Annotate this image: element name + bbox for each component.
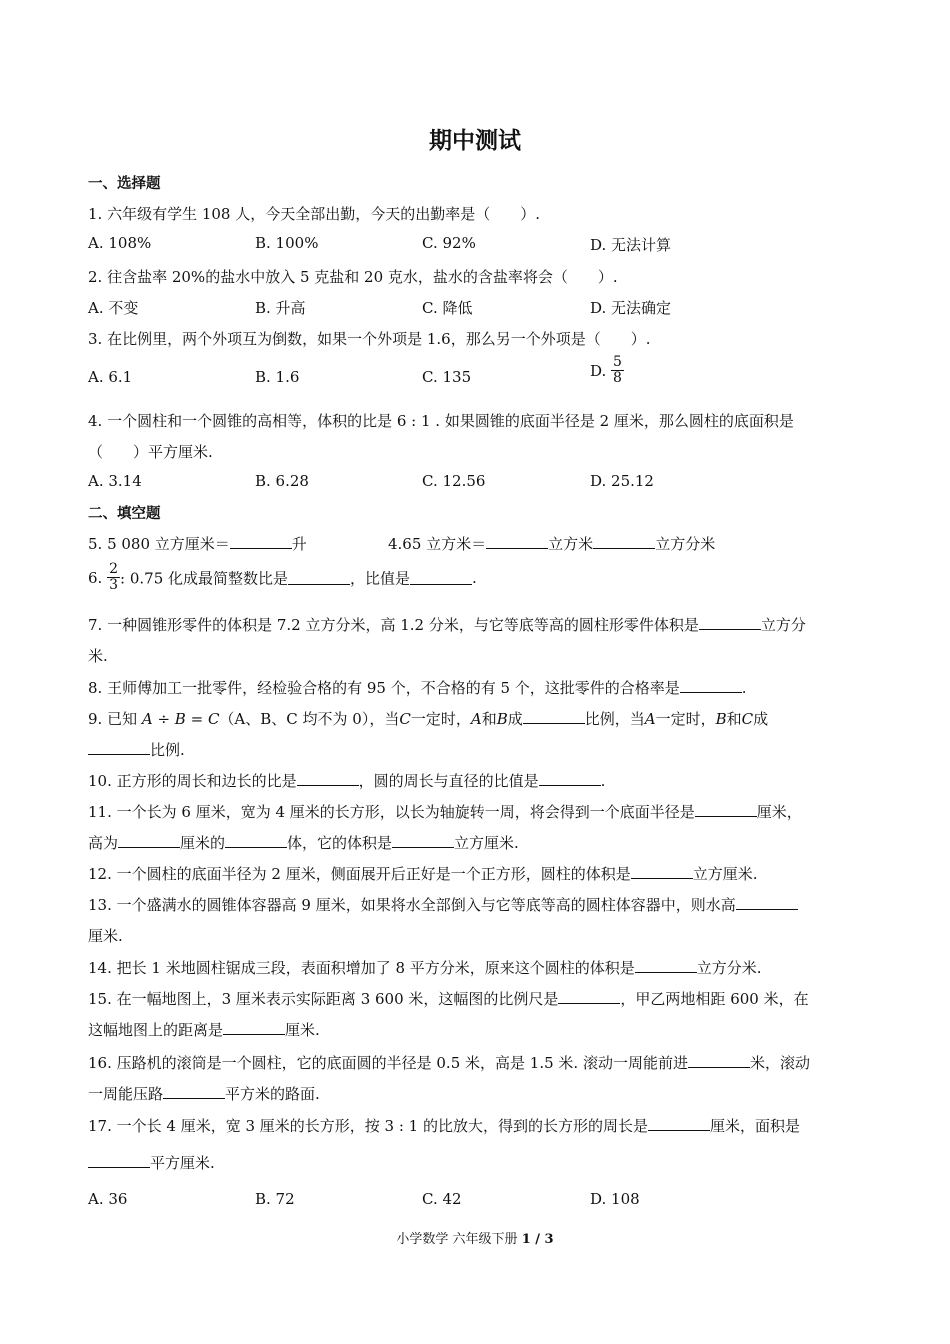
question-5-part-2 <box>388 533 715 554</box>
q2-option-d: D. 无法确定 <box>590 299 672 317</box>
q11-text-f: 立方厘米. <box>454 834 519 852</box>
answer-blank[interactable] <box>680 678 742 693</box>
q3-option-c: C. 135 <box>422 368 472 386</box>
q16-text-c: 一周能压路 <box>88 1085 164 1103</box>
answer-blank[interactable] <box>118 833 180 848</box>
q14-text-b: 立方分米. <box>696 959 762 977</box>
q9-expression: A ÷ B = C <box>141 710 220 728</box>
question-16-line-1 <box>88 1052 810 1073</box>
question-9-line-2 <box>88 739 185 760</box>
answer-blank[interactable] <box>558 989 620 1004</box>
answer-blank[interactable] <box>88 1153 150 1168</box>
q9-var-a: A <box>470 710 482 728</box>
q9-var-b: B <box>496 710 508 728</box>
q17-option-b: B. 72 <box>255 1190 295 1208</box>
q17-text-c: 平方厘米. <box>150 1154 215 1172</box>
q6-number: 6. <box>88 568 103 587</box>
q4-option-c: C. 12.56 <box>422 472 486 490</box>
page-footer <box>0 1228 950 1247</box>
q9-text-h: 成 <box>507 710 523 728</box>
answer-blank[interactable] <box>230 534 292 549</box>
q7-text-b: 立方分 <box>760 616 806 634</box>
q9-var-b-2: B <box>715 710 727 728</box>
answer-blank[interactable] <box>163 1084 225 1099</box>
q16-text-b: 米，滚动 <box>749 1054 810 1072</box>
answer-blank[interactable] <box>635 958 697 973</box>
question-8 <box>88 677 747 698</box>
fraction-denominator: 8 <box>613 370 622 387</box>
q9-text-i: 比例，当 <box>584 710 645 728</box>
section-heading-fill-blank: 二、填空题 <box>88 506 161 522</box>
q11-text-c: 高为 <box>88 834 119 852</box>
question-7-line-2: 米. <box>88 647 108 665</box>
question-11-line-2 <box>88 832 519 853</box>
answer-blank[interactable] <box>410 570 472 585</box>
q6-text-c: . <box>472 568 477 587</box>
page-title: 期中测试 <box>429 128 521 154</box>
q2-option-c: C. 降低 <box>422 299 473 317</box>
q16-text-d: 平方米的路面. <box>225 1085 320 1103</box>
q15-text-c: 这幅地图上的距离是 <box>88 1021 224 1039</box>
q3-option-a: A. 6.1 <box>88 368 133 386</box>
q3-option-d <box>590 355 624 387</box>
page-number: 1 / 3 <box>521 1232 554 1247</box>
q1-option-c: C. 92% <box>422 234 476 252</box>
answer-blank[interactable] <box>688 1053 750 1068</box>
q6-text-b: ，比值是 <box>350 569 411 588</box>
q9-text-d: 一定时， <box>410 710 471 728</box>
q3-option-b: B. 1.6 <box>255 368 300 386</box>
answer-blank[interactable] <box>648 1116 710 1131</box>
q5-text-e: 立方分米 <box>655 535 716 553</box>
q12-text-a: 12. 一个圆柱的底面半径为 2 厘米，侧面展开后正好是一个正方形，圆柱的体积是 <box>88 865 631 883</box>
fraction-numerator: 5 <box>613 354 622 370</box>
q9-var-c: C <box>399 710 411 728</box>
q7-text-a: 7. 一种圆锥形零件的体积是 7.2 立方分米，高 1.2 分米，与它等底等高的圆柱形零件体积是 <box>88 616 699 634</box>
q5-text-b: 升 <box>291 535 307 553</box>
q17-option-a: A. 36 <box>88 1190 128 1208</box>
question-1: 1. 六年级有学生 108 人，今天全部出勤，今天的出勤率是（ ）. <box>88 205 541 223</box>
q12-text-b: 立方厘米. <box>692 865 758 883</box>
q14-text-a: 14. 把长 1 米地圆柱锯成三段，表面积增加了 8 平方分米，原来这个圆柱的体积是 <box>88 959 635 977</box>
question-3: 3. 在比例里，两个外项互为倒数，如果一个外项是 1.6，那么另一个外项是（ ）. <box>88 330 651 348</box>
question-13-line-2: 厘米. <box>88 927 123 945</box>
q5-text-d: 立方米 <box>548 535 594 553</box>
answer-blank[interactable] <box>225 833 287 848</box>
question-5 <box>88 533 307 554</box>
q11-text-d: 厘米的 <box>180 834 226 852</box>
question-7-line-1 <box>88 614 806 635</box>
q4-option-d: D. 25.12 <box>590 472 654 490</box>
q9-text-a: 9. 已知 <box>88 710 138 728</box>
answer-blank[interactable] <box>88 740 150 755</box>
q9-var-a-2: A <box>644 710 656 728</box>
q4-option-b: B. 6.28 <box>255 472 309 490</box>
question-17-line-1 <box>88 1115 800 1136</box>
answer-blank[interactable] <box>736 895 798 910</box>
q1-option-a: A. 108% <box>88 234 152 252</box>
answer-blank[interactable] <box>695 802 757 817</box>
fraction-denominator: 3 <box>109 577 119 594</box>
q9-text-b: （A、B、C 均不为 0），当 <box>219 710 400 728</box>
q10-text-b: ，圆的周长与直径的比值是 <box>358 772 539 790</box>
q5-text-c: 4.65 立方米＝ <box>388 535 487 553</box>
q17-text-a: 17. 一个长 4 厘米，宽 3 厘米的长方形，按 3 : 1 的比放大，得到的长方形的周长是 <box>88 1117 648 1135</box>
q8-text-a: 8. 王师傅加工一批零件，经检验合格的有 95 个，不合格的有 5 个，这批零件的合格率是 <box>88 679 680 697</box>
q9-text-m: 和 <box>726 710 742 728</box>
q5-text-a: 5. 5 080 立方厘米＝ <box>88 535 230 553</box>
question-6 <box>88 562 477 594</box>
question-9-line-1 <box>88 708 768 729</box>
q9-var-c-2: C <box>741 710 754 728</box>
answer-blank[interactable] <box>699 615 761 630</box>
answer-blank[interactable] <box>631 864 693 879</box>
q6-text-a: : 0.75 化成最简整数比是 <box>120 569 289 588</box>
q1-option-b: B. 100% <box>255 234 319 252</box>
q13-text-a: 13. 一个盛满水的圆锥体容器高 9 厘米，如果将水全部倒入与它等底等高的圆柱体容器中，则水高 <box>88 896 736 914</box>
answer-blank[interactable] <box>593 534 655 549</box>
q11-text-e: 体，它的体积是 <box>287 834 393 852</box>
q9-text-k: 一定时， <box>655 710 716 728</box>
q9-text-l2: 比例. <box>150 741 185 759</box>
question-15-line-1 <box>88 988 809 1009</box>
question-12 <box>88 863 758 884</box>
q9-text-o: 成 <box>753 710 769 728</box>
question-10 <box>88 770 605 791</box>
q16-text-a: 16. 压路机的滚筒是一个圆柱，它的底面圆的半径是 0.5 米，高是 1.5 米. 滚动一周能前进 <box>88 1054 688 1072</box>
question-16-line-2 <box>88 1083 320 1104</box>
q4-option-a: A. 3.14 <box>88 472 142 490</box>
q15-text-b: ，甲乙两地相距 600 米，在 <box>620 990 809 1008</box>
question-14 <box>88 957 762 978</box>
q2-option-b: B. 升高 <box>255 299 306 317</box>
question-4-line-2: （ ）平方厘米. <box>88 443 213 461</box>
answer-blank[interactable] <box>486 534 548 549</box>
q15-text-a: 15. 在一幅地图上，3 厘米表示实际距离 3 600 米，这幅图的比例尺是 <box>88 990 559 1008</box>
q6-fraction <box>107 562 120 594</box>
question-17-line-2 <box>88 1152 215 1173</box>
q9-text-f: 和 <box>481 710 497 728</box>
fraction-numerator: 2 <box>109 561 119 577</box>
q8-text-b: . <box>741 679 747 697</box>
question-4-line-1: 4. 一个圆柱和一个圆锥的高相等，体积的比是 6 : 1 . 如果圆锥的底面半径是 2 厘米，那么圆柱的底面积是 <box>88 412 794 430</box>
q11-text-a: 11. 一个长为 6 厘米，宽为 4 厘米的长方形，以长为轴旋转一周，将会得到一个底面半径是 <box>88 803 695 821</box>
section-heading-choice: 一、选择题 <box>88 176 161 192</box>
answer-blank[interactable] <box>297 771 359 786</box>
question-2: 2. 往含盐率 20%的盐水中放入 5 克盐和 20 克水，盐水的含盐率将会（ ）. <box>88 268 618 286</box>
question-13-line-1 <box>88 894 798 915</box>
answer-blank[interactable] <box>223 1020 285 1035</box>
q1-option-d: D. 无法计算 <box>590 236 672 254</box>
footer-subject: 小学数学 六年级下册 <box>396 1232 518 1247</box>
answer-blank[interactable] <box>523 709 585 724</box>
answer-blank[interactable] <box>392 833 454 848</box>
q17-option-c: C. 42 <box>422 1190 462 1208</box>
q2-option-a: A. 不变 <box>88 299 139 317</box>
q10-text-a: 10. 正方形的周长和边长的比是 <box>88 772 297 790</box>
q3-option-d-label: D. <box>590 361 607 380</box>
question-15-line-2 <box>88 1019 320 1040</box>
q17-text-b: 厘米，面积是 <box>710 1117 801 1135</box>
question-11-line-1 <box>88 801 802 822</box>
q15-text-d: 厘米. <box>285 1021 320 1039</box>
answer-blank[interactable] <box>539 771 601 786</box>
q17-option-d: D. 108 <box>590 1190 640 1208</box>
answer-blank[interactable] <box>288 570 350 585</box>
q11-text-b: 厘米， <box>756 803 802 821</box>
q3-option-d-fraction <box>611 355 624 387</box>
q10-text-c: . <box>600 772 606 790</box>
